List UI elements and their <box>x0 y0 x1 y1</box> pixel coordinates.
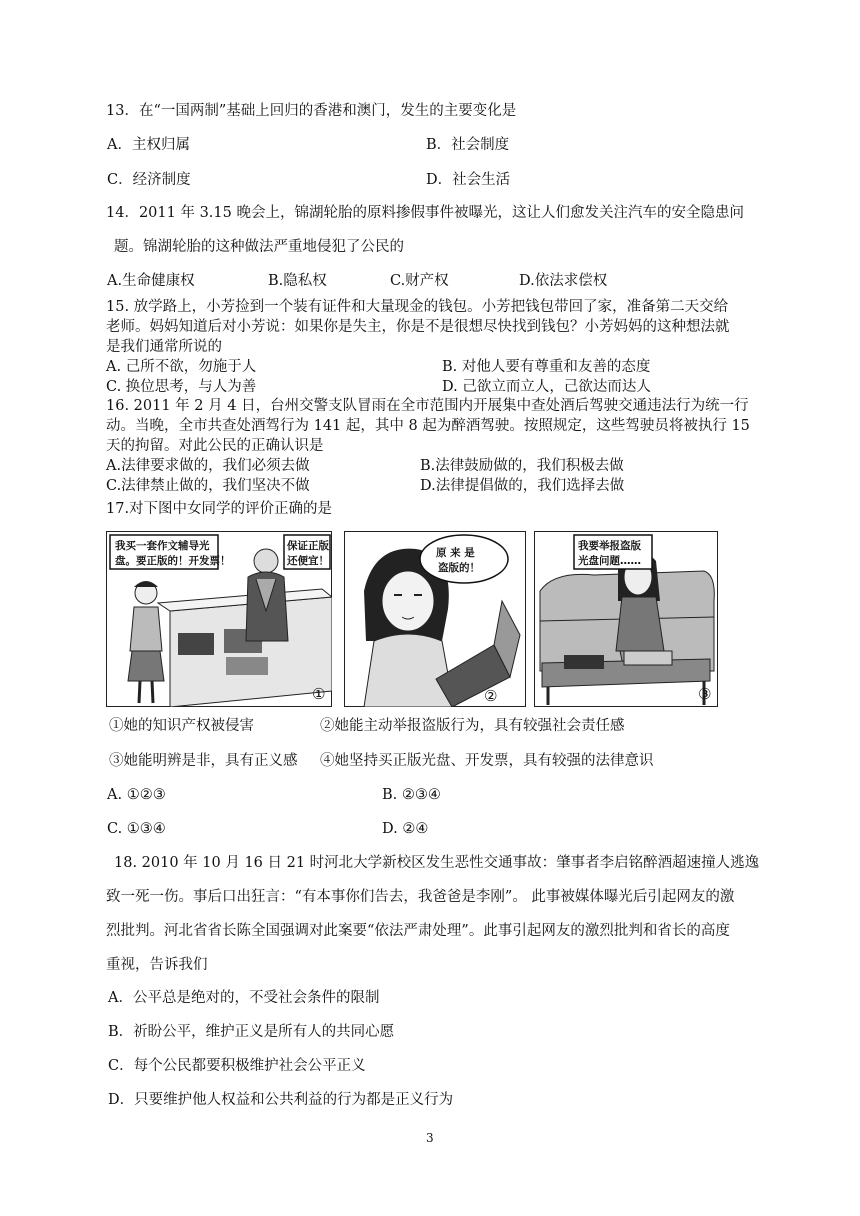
page-number: 3 <box>426 1131 434 1145</box>
q18-option-b: B．祈盼公平，维护正义是所有人的共同心愿 <box>108 1024 395 1040</box>
comic-panel-1 <box>106 531 332 707</box>
panel-3-illustration <box>534 531 718 707</box>
q18-stem-line4: 重视，告诉我们 <box>106 957 208 973</box>
q14-stem-line1: 14．2011 年 3.15 晚会上，锦湖轮胎的原料掺假事件被曝光，这让人们愈发关注汽车的安全隐患问 <box>106 205 744 221</box>
q16-option-b: B.法律鼓励做的，我们积极去做 <box>420 458 624 474</box>
q14-option-a: A.生命健康权 <box>107 273 195 289</box>
panel-3-bubble-line1: 我要举报盗版 <box>578 540 641 552</box>
q13-option-c: C．经济制度 <box>107 172 191 188</box>
q16-stem-line2: 动。当晚，全市共查处酒驾行为 141 起，其中 8 起为醉酒驾驶。按照规定，这些驾驶员将被执行 15 <box>106 418 750 434</box>
q17-option-b: B. ②③④ <box>382 787 441 803</box>
q13-option-a: A．主权归属 <box>107 137 190 153</box>
comic-panel-2 <box>344 531 526 707</box>
panel-1-bubble-girl-line2: 盘。要正版的！开发票！ <box>115 555 231 567</box>
q18-option-a: A．公平总是绝对的，不受社会条件的限制 <box>108 990 380 1006</box>
q14-stem-line2: 题。锦湖轮胎的这种做法严重地侵犯了公民的 <box>114 239 404 255</box>
q18-stem-line1: 18. 2010 年 10 月 16 日 21 时河北大学新校区发生恶性交通事故：肇事者李启铭醉酒超速撞人逃逸 <box>114 855 760 871</box>
q17-option-d: D. ②④ <box>382 821 429 837</box>
q15-option-a: A. 己所不欲，勿施于人 <box>106 359 257 375</box>
q17-stem: 17.对下图中女同学的评价正确的是 <box>106 501 333 517</box>
panel-3-bubble-line2: 光盘问题…… <box>578 555 641 567</box>
q14-option-b: B.隐私权 <box>268 273 327 289</box>
panel-1-bubble-girl-line1: 我买一套作文辅导光 <box>115 540 210 552</box>
q17-statement-1: ①她的知识产权被侵害 <box>109 718 254 734</box>
q18-stem-line3: 烈批判。河北省省长陈全国强调对此案要“依法严肃处理”。此事引起网友的激烈批判和省长的高度 <box>106 923 730 939</box>
q14-option-c: C.财产权 <box>390 273 449 289</box>
q15-option-c: C. 换位思考，与人为善 <box>106 379 257 395</box>
q17-statement-2: ②她能主动举报盗版行为，具有较强社会责任感 <box>320 718 625 734</box>
q17-option-c: C. ①③④ <box>107 821 166 837</box>
q17-option-a: A. ①②③ <box>107 787 166 803</box>
q18-option-c: C．每个公民都要积极维护社会公平正义 <box>108 1058 366 1074</box>
q15-stem-line3: 是我们通常所说的 <box>106 339 222 355</box>
panel-1-bubble-clerk-line1: 保证正版 <box>287 540 329 552</box>
q15-option-d: D. 己欲立而立人，己欲达而达人 <box>442 379 651 395</box>
panel-3-number: ③ <box>698 685 712 703</box>
panel-2-bubble-line2: 盗版的！ <box>438 562 480 574</box>
q14-option-d: D.依法求偿权 <box>519 273 608 289</box>
q16-option-d: D.法律提倡做的，我们选择去做 <box>420 478 625 494</box>
comic-strip <box>106 531 718 707</box>
q15-stem-line2: 老师。妈妈知道后对小芳说：如果你是失主，你是不是很想尽快找到钱包？小芳妈妈的这种想法就 <box>106 319 730 335</box>
panel-1-bubble-clerk-line2: 还便宜！ <box>287 555 329 567</box>
q18-option-d: D．只要维护他人权益和公共利益的行为都是正义行为 <box>108 1092 454 1108</box>
panel-1-number: ① <box>312 685 326 703</box>
q17-statement-3: ③她能明辨是非，具有正义感 <box>109 753 298 769</box>
comic-panel-3 <box>534 531 718 707</box>
q16-option-a: A.法律要求做的，我们必须去做 <box>106 458 310 474</box>
panel-1-illustration <box>106 531 332 707</box>
q15-option-b: B. 对他人要有尊重和友善的态度 <box>442 359 651 375</box>
q15-stem-line1: 15. 放学路上，小芳捡到一个装有证件和大量现金的钱包。小芳把钱包带回了家，准备第二天交给 <box>106 299 729 315</box>
panel-2-number: ② <box>484 687 498 705</box>
panel-2-bubble-line1: 原 来 是 <box>436 547 475 559</box>
q17-statement-4: ④她坚持买正版光盘、开发票，具有较强的法律意识 <box>320 753 654 769</box>
q16-stem-line3: 天的拘留。对此公民的正确认识是 <box>106 438 324 454</box>
q16-option-c: C.法律禁止做的，我们坚决不做 <box>106 478 310 494</box>
q18-stem-line2: 致一死一伤。事后口出狂言：“有本事你们告去，我爸爸是李刚”。 此事被媒体曝光后引起网友的激 <box>106 889 735 905</box>
q13-option-d: D．社会生活 <box>426 172 511 188</box>
q13-stem: 13．在“一国两制”基础上回归的香港和澳门，发生的主要变化是 <box>106 103 517 119</box>
q16-stem-line1: 16. 2011 年 2 月 4 日，台州交警支队冒雨在全市范围内开展集中查处酒后驾驶交通违法行为统一行 <box>106 398 749 414</box>
q13-option-b: B．社会制度 <box>426 137 510 153</box>
panel-2-illustration <box>344 531 526 707</box>
